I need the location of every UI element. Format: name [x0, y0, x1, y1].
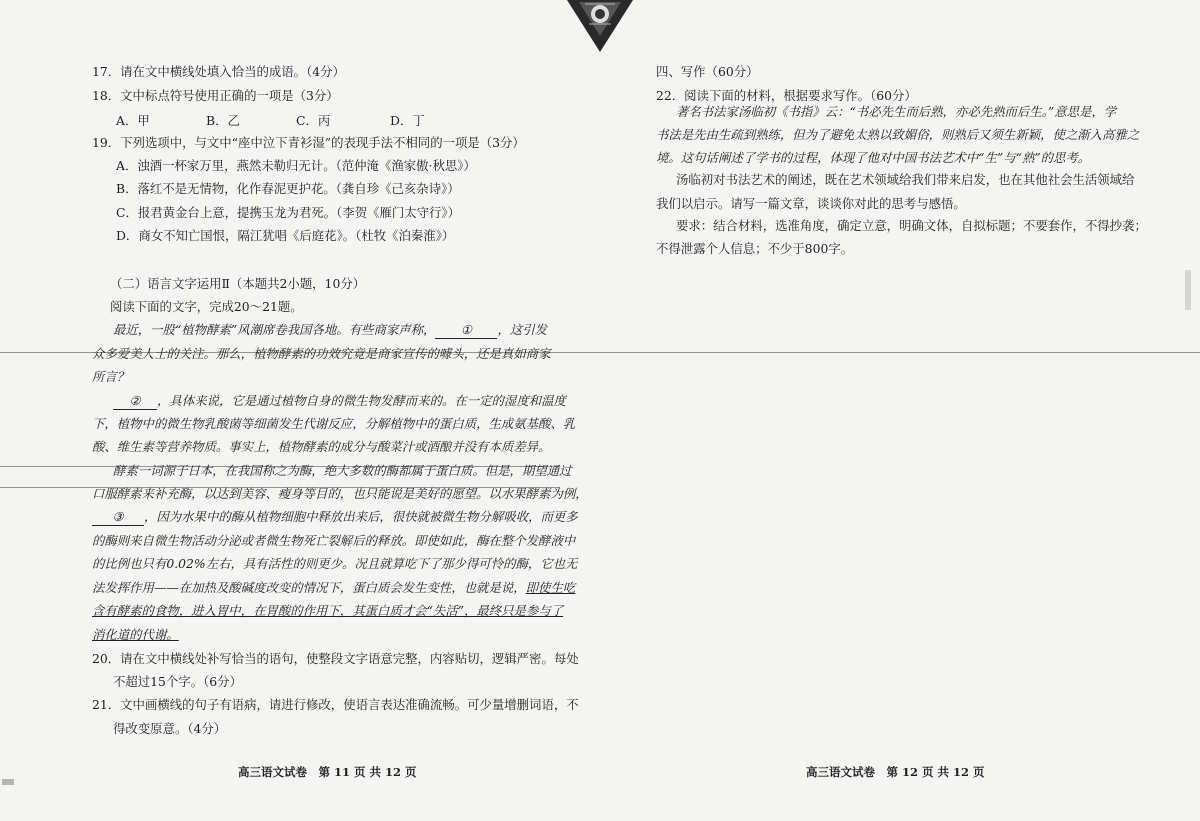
- q18-option-b: B．乙: [206, 113, 240, 128]
- material-line: 书法是先由生疏到熟练，但为了避免太熟以致媚俗，则熟后又须生新颖，使之渐入高雅之: [656, 127, 1140, 142]
- q18-option-a: A．甲: [116, 113, 150, 128]
- section-2-instruction: 阅读下面的文字，完成20～21题。: [110, 299, 303, 314]
- passage-line: 法发挥作用——在加热及酸碱度改变的情况下，蛋白质会发生变性，也就是说，即使生吃: [92, 580, 576, 595]
- passage-line: 最近，一股“植物酵素”风潮席卷我国各地。有些商家声称， ① ，这引发: [113, 322, 547, 337]
- question-18: 18．文中标点符号使用正确的一项是（3分）: [92, 88, 339, 103]
- passage-line: 的比例也只有0.02%左右，具有活性的则更少。况且就算吃下了那少得可怜的酶，它也无: [92, 556, 578, 571]
- material-line: 著名书法家汤临初《书指》云：“书必先生而后熟，亦必先熟而后生。”意思是，学: [676, 104, 1117, 119]
- passage-line: ③ ，因为水果中的酶从植物细胞中释放出来后，很快就被微生物分解吸收，而更多: [92, 509, 578, 526]
- q19-option-c: C．报君黄金台上意，提携玉龙为君死。（李贺《雁门太守行》）: [116, 205, 461, 220]
- blank-2: ②: [113, 393, 157, 410]
- question-20: 20．请在文中横线处补写恰当的语句，使整段文字语意完整，内容贴切，逻辑严密。每处: [92, 651, 579, 666]
- underlined-sentence: 即使生吃: [525, 580, 576, 595]
- passage-line: 酵素一词源于日本，在我国称之为酶，绝大多数的酶都属于蛋白质。但是，期望通过: [113, 463, 572, 478]
- q19-option-b: B．落红不是无情物，化作春泥更护花。（龚自珍《己亥杂诗》）: [116, 181, 460, 196]
- q18-option-c: C．丙: [296, 113, 331, 128]
- passage-line: 众多爱美人士的关注。那么，植物酵素的功效究竟是商家宣传的噱头，还是真如商家: [92, 346, 551, 361]
- blank-3: ③: [92, 509, 144, 526]
- passage-line: 的酶则来自微生物活动分泌或者微生物死亡裂解后的释放。即使如此，酶在整个发酵液中: [92, 533, 576, 548]
- underlined-sentence: 消化道的代谢。: [92, 627, 179, 642]
- q19-option-d: D．商女不知亡国恨，隔江犹唱《后庭花》。（杜牧《泊秦淮》）: [116, 228, 455, 243]
- requirements-line: 不得泄露个人信息；不少于800字。: [656, 241, 854, 256]
- passage-line: 酸、维生素等营养物质。事实上，植物酵素的成分与酸菜汁或酒酿并没有本质差异。: [92, 439, 551, 454]
- passage-line: 口服酵素来补充酶，以达到美容、瘦身等目的，也只能说是美好的愿望。以水果酵素为例，: [92, 486, 588, 501]
- passage-line: 下，植物中的微生物乳酸菌等细菌发生代谢反应，分解植物中的蛋白质，生成氨基酸、乳: [92, 416, 576, 431]
- underlined-sentence: 含有酵素的食物，进入胃中，在胃酸的作用下，其蛋白质才会“失活”，最终只是参与了: [92, 603, 564, 618]
- question-22: 22．阅读下面的材料，根据要求写作。（60分）: [656, 88, 917, 103]
- material-line: 境。这句话阐述了学书的过程，体现了他对中国书法艺术中“生”与“熟”的思考。: [656, 150, 1091, 165]
- prompt-line: 汤临初对书法艺术的阐述，既在艺术领域给我们带来启发，也在其他社会生活领域给: [676, 172, 1135, 187]
- q19-option-a: A．浊酒一杯家万里，燕然未勒归无计。（范仲淹《渔家傲·秋思》）: [116, 158, 476, 173]
- section-2-title: （二）语言文字运用Ⅱ（本题共2小题，10分）: [110, 276, 366, 291]
- passage-line: 所言？: [92, 369, 130, 384]
- page-footer: 高三语文试卷 第 11 页 共 12 页: [238, 765, 417, 779]
- blank-1: ①: [435, 322, 497, 339]
- question-20-cont: 不超过15个字。（6分）: [113, 674, 242, 689]
- page-footer: 高三语文试卷 第 12 页 共 12 页: [806, 765, 985, 779]
- passage-line: ② ，具体来说，它是通过植物自身的微生物发酵而来的。在一定的湿度和温度: [113, 393, 566, 410]
- right-page: [600, 0, 1200, 821]
- question-21-cont: 得改变原意。（4分）: [113, 721, 227, 736]
- question-21: 21．文中画横线的句子有语病，请进行修改，使语言表达准确流畅。可少量增删词语，不: [92, 697, 579, 712]
- q18-option-d: D．丁: [390, 113, 425, 128]
- question-17: 17．请在文中横线处填入恰当的成语。（4分）: [92, 64, 345, 79]
- requirements-line: 要求：结合材料，选准角度，确定立意，明确文体，自拟标题；不要套作，不得抄袭；: [676, 218, 1147, 233]
- prompt-line: 我们以启示。请写一篇文章，谈谈你对此的思考与感悟。: [656, 196, 966, 211]
- section-4-title: 四、写作（60分）: [656, 64, 759, 79]
- question-19: 19．下列选项中，与文中“座中泣下青衫湿”的表现手法不相同的一项是（3分）: [92, 135, 525, 150]
